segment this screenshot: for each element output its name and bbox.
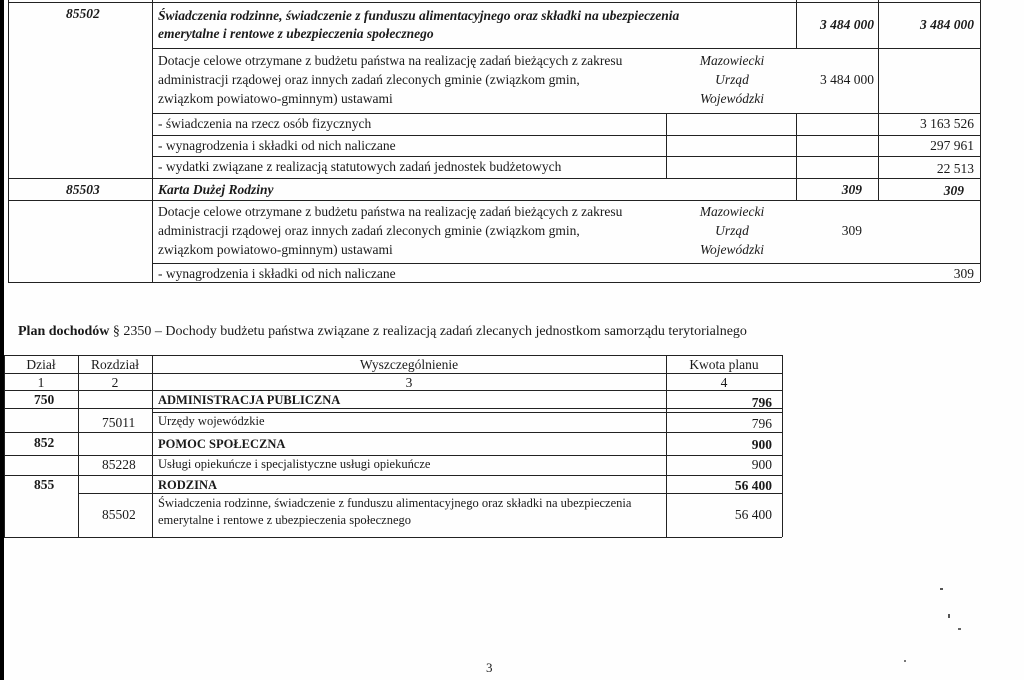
kdr-item-amount: 309 [953,266,974,281]
kdr-institution-line2: Urząd [715,223,749,238]
chapter-code-85502: 85502 [66,6,100,21]
kdr-amount-1: 309 [841,182,862,197]
scan-speck [940,588,943,590]
col-header-wyszczegolnienie: Wyszczególnienie [359,357,459,372]
plan-heading-bold: Plan dochodów [18,324,110,339]
page-number: 3 [486,660,493,675]
item-label-2: - wynagrodzenia i składki od nich naliczane [158,138,396,153]
item-amount-1: 3 163 526 [920,116,974,131]
chapter-amount-2: 3 484 000 [920,17,974,32]
subsidy-text-line2: administracji rządowej oraz innych zadań zleconych gminie (związkom gmin, [158,72,580,87]
kdr-subsidy-line3: związkom powiatowo-gminnym) ustawami [158,242,393,257]
plan-row-rozdzial-75011: 75011 [102,415,136,430]
col-number-3: 3 [405,375,413,390]
kdr-subsidy-line2: administracji rządowej oraz innych zadań zleconych gminie (związkom gmin, [158,223,580,238]
plan-row-name-85228: Usługi opiekuńcze i specjalistyczne usługi opiekuńcze [158,457,431,471]
plan-row-name-85502-line2: emerytalne i rentowe z ubezpieczenia społecznego [158,513,411,527]
col-header-dzial: Dział [26,357,56,372]
plan-row-name-855: RODZINA [158,478,218,492]
plan-heading-rest: § 2350 – Dochody budżetu państwa związane z realizacją zadań zlecanych jednostkom samorządu terytorialnego [109,324,747,339]
plan-row-name-750: ADMINISTRACJA PUBLICZNA [158,393,341,407]
chapter-code-85503: 85503 [66,182,100,197]
subsidy-text-line1: Dotacje celowe otrzymane z budżetu państwa na realizację zadań bieżących z zakresu [158,53,623,68]
kdr-item-label: - wynagrodzenia i składki od nich naliczane [158,266,396,281]
kdr-amount-2: 309 [943,183,964,198]
plan-row-amount-852: 900 [751,437,772,452]
item-amount-3: 22 513 [936,161,974,176]
kdr-subsidy-line1: Dotacje celowe otrzymane z budżetu państwa na realizację zadań bieżących z zakresu [158,204,623,219]
kdr-institution-line1: Mazowiecki [699,204,765,219]
scan-speck [904,660,906,662]
col-header-rozdzial: Rozdział [91,357,139,372]
plan-row-rozdzial-85228: 85228 [102,457,136,472]
col-number-1: 1 [37,375,45,390]
plan-row-rozdzial-85502: 85502 [102,507,136,522]
col-number-4: 4 [720,375,728,390]
institution-line3: Wojewódzki [700,91,764,106]
item-amount-2: 297 961 [930,138,974,153]
document-page [4,0,1024,680]
kdr-subsidy-amount: 309 [841,223,862,238]
plan-row-name-75011: Urzędy wojewódzkie [158,414,265,428]
plan-row-dzial-855: 855 [34,477,55,492]
col-header-kwota: Kwota planu [689,357,759,372]
plan-row-amount-85502: 56 400 [734,507,772,522]
plan-row-amount-750: 796 [751,395,772,410]
item-label-1: - świadczenia na rzecz osób fizycznych [158,116,372,131]
institution-line1: Mazowiecki [699,53,765,68]
col-number-2: 2 [111,375,119,390]
kdr-institution-line3: Wojewódzki [700,242,764,257]
plan-row-dzial-852: 852 [34,435,55,450]
plan-row-amount-75011: 796 [751,416,772,431]
item-label-3: - wydatki związane z realizacją statutowych zadań jednostek budżetowych [158,159,562,174]
chapter-name-line2: emerytalne i rentowe z ubezpieczenia społecznego [158,26,434,41]
institution-line2: Urząd [715,72,749,87]
plan-row-name-85502-line1: Świadczenia rodzinne, świadczenie z funduszu alimentacyjnego oraz składki na ubezpieczenia [158,496,632,510]
plan-heading [18,322,747,341]
subsidy-amount: 3 484 000 [820,72,874,87]
plan-row-name-852: POMOC SPOŁECZNA [158,437,286,451]
scan-speck [958,628,961,630]
chapter-amount-1: 3 484 000 [820,17,874,32]
plan-row-amount-85228: 900 [751,457,772,472]
plan-row-amount-855: 56 400 [734,478,772,493]
scan-speck [948,614,950,618]
plan-row-dzial-750: 750 [34,392,55,407]
chapter-name-line1: Świadczenia rodzinne, świadczenie z funduszu alimentacyjnego oraz składki na ubezpieczenia [158,8,680,23]
subsidy-text-line3: związkom powiatowo-gminnym) ustawami [158,91,393,106]
chapter-name-kdr: Karta Dużej Rodziny [158,182,274,197]
